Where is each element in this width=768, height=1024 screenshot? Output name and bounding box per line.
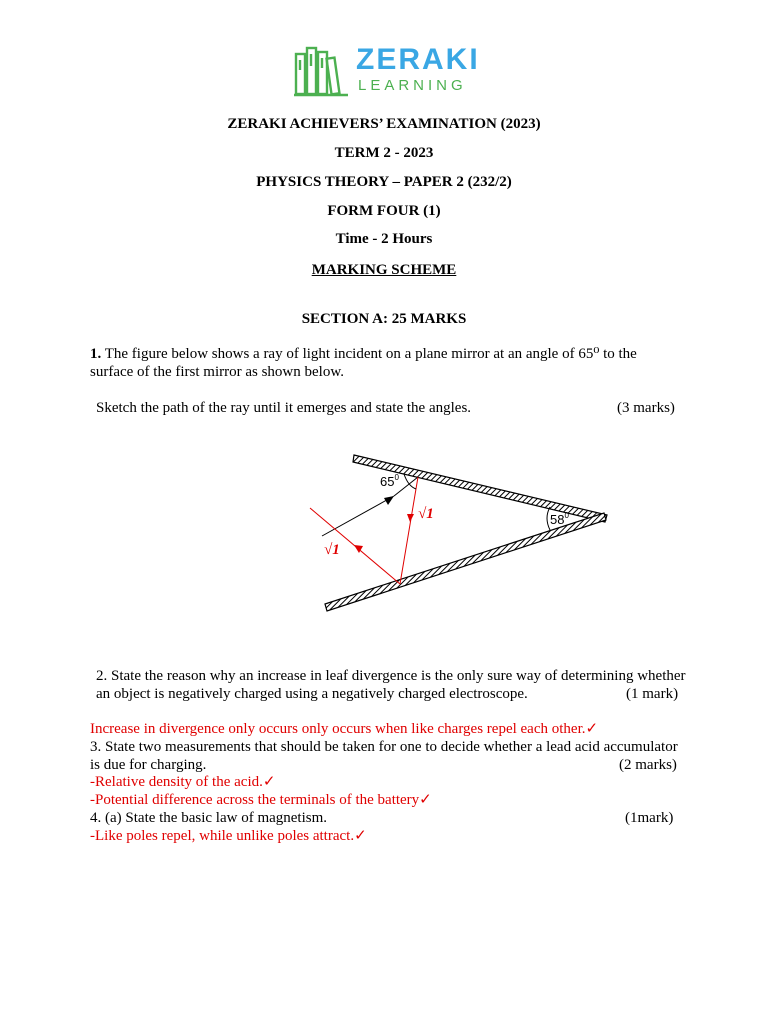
marking-scheme-title: MARKING SCHEME [311,262,457,278]
mirror-ray-diagram [300,445,620,620]
q3-answer-1: -Relative density of the acid.✓ [90,774,276,790]
q1-marks: (3 marks) [617,400,675,416]
angle-label-58: $58^0$ [550,511,569,527]
q2-answer: Increase in divergence only occurs only occurs when like charges repel each other.✓ [90,721,599,737]
incident-ray [322,496,394,536]
q4-marks: (1mark) [625,810,674,826]
section-title: SECTION A: 25 MARKS [301,311,467,327]
reflected-ray-1 [400,477,418,584]
q2-text-line2: an object is negatively charged using a negatively charged electroscope. [96,686,528,702]
q4-text: 4. (a) State the basic law of magnetism. [90,810,328,826]
q2-marks: (1 mark) [626,686,679,702]
paper-title: PHYSICS THEORY – PAPER 2 (232/2) [256,174,512,190]
exam-title: ZERAKI ACHIEVERS’ EXAMINATION (2023) [227,116,541,132]
q3-answer-2: -Potential difference across the terminals of the battery✓ [90,792,432,808]
q1-text-line2: surface of the first mirror as shown below. [90,364,344,380]
logo-brand-text: ZERAKI [356,43,480,76]
q4-answer: -Like poles repel, while unlike poles attract.✓ [90,828,367,844]
angle-label-65: $65^0$ [380,473,399,489]
time-title: Time - 2 Hours [335,231,433,247]
reflected-arrow-1-icon [407,514,414,522]
term-title: TERM 2 - 2023 [334,145,434,161]
q3-text-line2: is due for charging. [90,757,207,773]
q3-marks: (2 marks) [619,757,677,773]
q1-text: 1. The figure below shows a ray of light incident on a plane mirror at an angle of 65⁰ to the [90,346,637,362]
zeraki-logo [294,44,484,98]
q1-number: 1. [90,346,102,362]
logo-sub-text: LEARNING [358,77,467,94]
q1-task: Sketch the path of the ray until it emerges and state the angles. [96,400,472,416]
tick-mark-2: √1 [324,542,340,558]
books-icon [294,44,350,98]
q3-text: 3. State two measurements that should be taken for one to decide whether a lead acid accumulator [90,739,678,755]
incident-arrow-icon [384,496,394,505]
lower-mirror [325,513,606,611]
q2-text: 2. State the reason why an increase in leaf divergence is the only sure way of determining whether [96,668,686,684]
form-title: FORM FOUR (1) [327,203,441,219]
tick-mark-1: √1 [418,506,434,522]
